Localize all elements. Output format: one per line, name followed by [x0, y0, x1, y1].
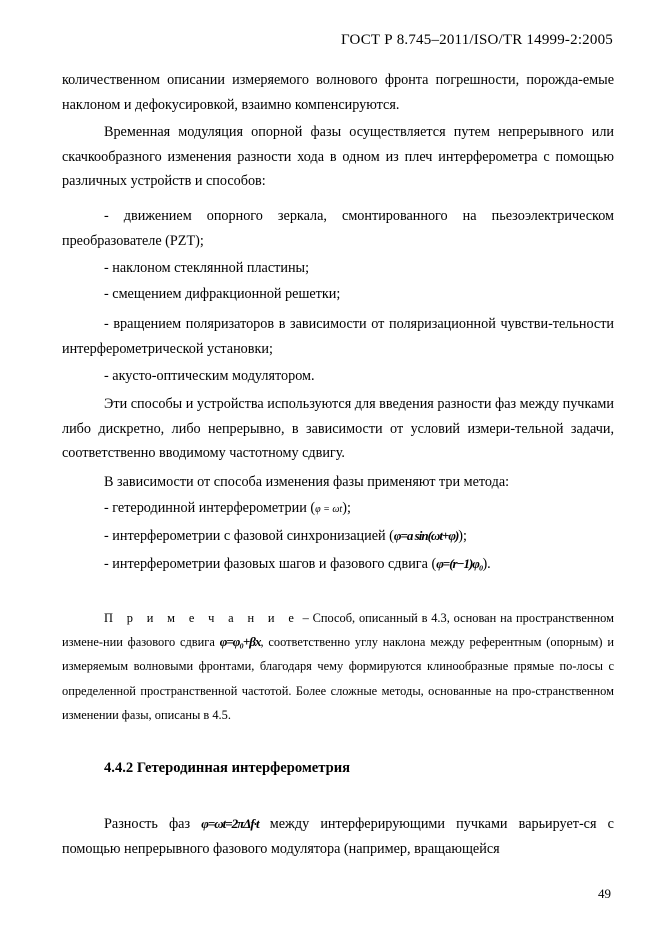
method-phase-shifting-text: - интерферометрии фазовых шагов и фазового сдвига (: [104, 556, 437, 572]
list-item-acousto-optic: - акусто-оптическим модулятором.: [104, 368, 315, 384]
method-phase-lock-end: );: [458, 528, 467, 544]
note-text-1: – Способ, описанный в 4.3, основан на пространственном измене-нии фазового сдвига: [62, 611, 614, 650]
para5-start: Разность фаз: [104, 816, 202, 832]
method-phase-lock: [104, 528, 467, 545]
formula-phase-shifting: φ=(r−1)φ₀: [436, 556, 483, 571]
list-item-polarizers: - вращением поляризаторов в зависимости от поляризационной чувстви-тельности интерферометрической установки;: [62, 316, 614, 357]
note-label: П р и м е ч а н и е: [104, 611, 299, 625]
list-item-grating: - смещением дифракционной решетки;: [104, 286, 341, 302]
document-header: ГОСТ Р 8.745–2011/ISO/TR 14999-2:2005: [340, 32, 613, 48]
page-number: 49: [598, 886, 611, 901]
formula-phase-difference: φ=ωt=2πΔf·t: [201, 816, 259, 831]
paragraph-modulation: Временная модуляция опорной фазы осуществляется путем непрерывного или скачкообразного изменения разности хода в одном из плеч интерферометра с помощью различных устройств и способов:: [62, 124, 614, 190]
formula-note: φ=φ₀+βx: [219, 634, 261, 650]
list-item-pzt: - движением опорного зеркала, смонтированного на пьезоэлектрическом преобразователе (PZT);: [62, 208, 614, 249]
paragraph-phase-difference: [62, 812, 614, 861]
paragraph-continuation: количественном описании измеряемого волнового фронта погрешности, порожда-емые наклоном и дефокусировкой, взаимно компенсируются.: [62, 72, 614, 113]
formula-heterodyne: φ = ωt: [315, 504, 343, 515]
note-text-2: , соответственно углу наклона между референтным (опорным) и измеряемым волновыми фронтами, благодаря чему формируются клинообразные прямые по-лосы с определенной пространственной частотой. Более сложные методы, основанные на про-странственном изменении фазы, описаны в 4.5.: [62, 635, 615, 722]
paragraph-three-methods: В зависимости от способа изменения фазы применяют три метода:: [104, 474, 510, 490]
method-heterodyne-end: );: [342, 500, 351, 516]
formula-phase-lock: φ=a sin(ωt+φ): [393, 528, 459, 543]
method-phase-shifting-end: ).: [482, 556, 491, 572]
section-heading: 4.4.2 Гетеродинная интерферометрия: [104, 760, 351, 776]
note-block: [62, 606, 614, 727]
method-phase-lock-text: - интерферометрии с фазовой синхронизацией (: [104, 528, 394, 544]
method-heterodyne-text: - гетеродинной интерферометрии (: [104, 500, 316, 516]
method-heterodyne: [104, 500, 351, 517]
paragraph-methods-usage: Эти способы и устройства используются для введения разности фаз между пучками либо дискретно, либо непрерывно, в зависимости от условий измери-тельной задачи, соответственно вводимому частотному сдвигу.: [62, 396, 614, 462]
para5-rest: между интерферирующими пучками варьирует-ся с помощью непрерывного фазового модулятора (например, вращающейся: [62, 816, 614, 857]
list-item-glass-plate: - наклоном стеклянной пластины;: [104, 260, 310, 276]
method-phase-shifting: [104, 556, 491, 573]
